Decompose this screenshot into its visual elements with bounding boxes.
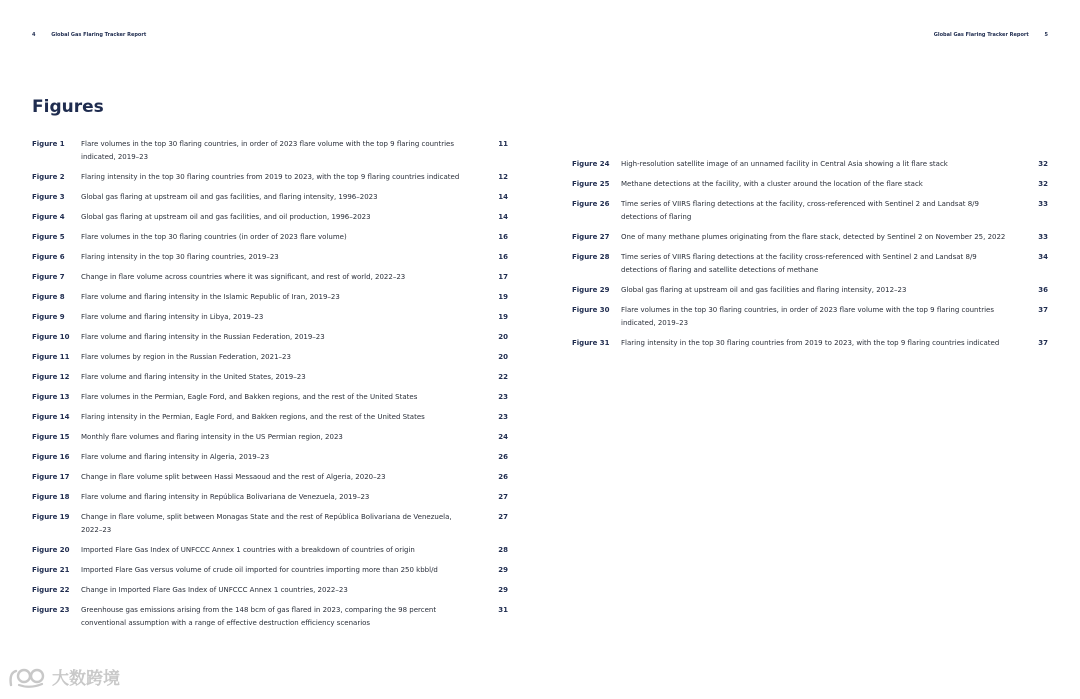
- left-page-number: 4: [32, 32, 36, 38]
- figure-description: Flare volumes in the top 30 flaring countries, in order of 2023 flare volume with the top 9 flaring countries indicated, 2019–23: [81, 140, 455, 161]
- figure-entry[interactable]: [32, 138, 508, 164]
- figure-description: Change in Imported Flare Gas Index of UNFCCC Annex 1 countries, 2022–23: [81, 586, 348, 594]
- figure-entry[interactable]: [32, 271, 508, 284]
- figure-label: Figure 28: [572, 253, 610, 261]
- figure-description: Imported Flare Gas versus volume of crude oil imported for countries importing more than 250 kbbl/d: [81, 566, 438, 574]
- figure-description: Flare volumes in the Permian, Eagle Ford, and Bakken regions, and the rest of the United States: [81, 393, 418, 401]
- figure-page-number: 33: [1038, 200, 1048, 208]
- figure-label: Figure 24: [572, 160, 610, 168]
- figure-entry[interactable]: [572, 284, 1048, 297]
- figure-entry[interactable]: [32, 211, 508, 224]
- figure-description: Time series of VIIRS flaring detections at the facility cross-referenced with Sentinel 2 and Landsat 8/9 detections of flaring and satellite detections of methane: [621, 253, 977, 274]
- figure-label: Figure 25: [572, 180, 610, 188]
- figure-description: Flare volume and flaring intensity in the Islamic Republic of Iran, 2019–23: [81, 293, 340, 301]
- figure-description: Global gas flaring at upstream oil and gas facilities and flaring intensity, 2012–23: [621, 286, 907, 294]
- figure-entry[interactable]: [32, 391, 508, 404]
- figure-entry[interactable]: [32, 491, 508, 504]
- figure-entry[interactable]: [32, 471, 508, 484]
- figure-label: Figure 9: [32, 313, 65, 321]
- figure-entry[interactable]: [32, 251, 508, 264]
- figure-description: Flaring intensity in the top 30 flaring countries from 2019 to 2023, with the top 9 flaring countries indicated: [621, 339, 1000, 347]
- figure-description: Change in flare volume across countries where it was significant, and rest of world, 2022–23: [81, 273, 406, 281]
- figure-entry[interactable]: [32, 451, 508, 464]
- figure-description: Change in flare volume split between Hassi Messaoud and the rest of Algeria, 2020–23: [81, 473, 386, 481]
- figure-description: Flare volume and flaring intensity in the Russian Federation, 2019–23: [81, 333, 325, 341]
- figure-label: Figure 2: [32, 173, 65, 181]
- figure-page-number: 23: [498, 393, 508, 401]
- figure-label: Figure 1: [32, 140, 65, 148]
- figure-description: Greenhouse gas emissions arising from the 148 bcm of gas flared in 2023, comparing the 98 percent conventional assumption with a range of effective destruction efficiency scenarios: [81, 606, 437, 627]
- figure-entry[interactable]: [32, 604, 508, 630]
- figure-label: Figure 17: [32, 473, 70, 481]
- watermark-logo-icon: [8, 665, 48, 689]
- figure-entry[interactable]: [572, 198, 1048, 224]
- figure-description: Global gas flaring at upstream oil and gas facilities, and flaring intensity, 1996–2023: [81, 193, 378, 201]
- figure-entry[interactable]: [32, 544, 508, 557]
- figure-description: Flare volumes by region in the Russian Federation, 2021–23: [81, 353, 291, 361]
- figure-page-number: 32: [1038, 180, 1048, 188]
- figure-description: Imported Flare Gas Index of UNFCCC Annex 1 countries with a breakdown of countries of origin: [81, 546, 415, 554]
- left-page-header: [32, 32, 146, 38]
- figure-page-number: 12: [498, 173, 508, 181]
- figure-description: Global gas flaring at upstream oil and gas facilities, and oil production, 1996–2023: [81, 213, 371, 221]
- figure-page-number: 14: [498, 213, 508, 221]
- figure-page-number: 17: [498, 273, 508, 281]
- figure-label: Figure 29: [572, 286, 610, 294]
- watermark-text: 大数跨境: [52, 669, 120, 689]
- figure-entry[interactable]: [572, 231, 1048, 244]
- figure-page-number: 19: [498, 293, 508, 301]
- figure-page-number: 20: [498, 353, 508, 361]
- figure-label: Figure 5: [32, 233, 65, 241]
- figure-page-number: 37: [1038, 339, 1048, 347]
- figure-label: Figure 30: [572, 306, 610, 314]
- figure-description: Methane detections at the facility, with a cluster around the location of the flare stack: [621, 180, 923, 188]
- figure-description: Time series of VIIRS flaring detections at the facility, cross-referenced with Sentinel 2 and Landsat 8/9 detections of flaring: [621, 200, 979, 221]
- figure-label: Figure 18: [32, 493, 70, 501]
- figure-page-number: 29: [498, 586, 508, 594]
- figure-entry[interactable]: [32, 351, 508, 364]
- figure-description: Flaring intensity in the Permian, Eagle Ford, and Bakken regions, and the rest of the United States: [81, 413, 425, 421]
- figure-description: Flare volume and flaring intensity in República Bolivariana de Venezuela, 2019–23: [81, 493, 370, 501]
- figure-entry[interactable]: [32, 411, 508, 424]
- figure-label: Figure 6: [32, 253, 65, 261]
- figure-page-number: 19: [498, 313, 508, 321]
- watermark: [8, 664, 120, 689]
- figure-label: Figure 23: [32, 606, 70, 614]
- figure-page-number: 22: [498, 373, 508, 381]
- figure-label: Figure 12: [32, 373, 70, 381]
- figure-page-number: 29: [498, 566, 508, 574]
- figure-entry[interactable]: [572, 337, 1048, 350]
- figure-description: Flare volume and flaring intensity in Libya, 2019–23: [81, 313, 264, 321]
- figure-page-number: 28: [498, 546, 508, 554]
- figure-page-number: 24: [498, 433, 508, 441]
- figure-entry[interactable]: [572, 158, 1048, 171]
- figure-entry[interactable]: [32, 311, 508, 324]
- figure-entry[interactable]: [572, 304, 1048, 330]
- figure-label: Figure 8: [32, 293, 65, 301]
- figure-entry[interactable]: [572, 178, 1048, 191]
- figure-description: Flare volumes in the top 30 flaring countries, in order of 2023 flare volume with the top 9 flaring countries indicated, 2019–23: [621, 306, 995, 327]
- figure-page-number: 36: [1038, 286, 1048, 294]
- figure-page-number: 27: [498, 513, 508, 521]
- figure-label: Figure 3: [32, 193, 65, 201]
- figure-label: Figure 15: [32, 433, 70, 441]
- figure-description: Monthly flare volumes and flaring intensity in the US Permian region, 2023: [81, 433, 343, 441]
- figure-label: Figure 31: [572, 339, 610, 347]
- figure-page-number: 20: [498, 333, 508, 341]
- figure-page-number: 26: [498, 453, 508, 461]
- figure-label: Figure 26: [572, 200, 610, 208]
- right-report-title: Global Gas Flaring Tracker Report: [933, 32, 1029, 38]
- figure-label: Figure 20: [32, 546, 70, 554]
- figure-page-number: 11: [498, 140, 508, 148]
- figure-description: Change in flare volume, split between Monagas State and the rest of República Bolivariana de Venezuela, 2022–23: [81, 513, 452, 534]
- figure-page-number: 16: [498, 253, 508, 261]
- figure-page-number: 32: [1038, 160, 1048, 168]
- right-page-header: [934, 32, 1048, 38]
- figure-description: Flare volume and flaring intensity in Algeria, 2019–23: [81, 453, 270, 461]
- figure-entry[interactable]: [32, 331, 508, 344]
- figure-description: Flare volumes in the top 30 flaring countries (in order of 2023 flare volume): [81, 233, 347, 241]
- figure-page-number: 31: [498, 606, 508, 614]
- figure-label: Figure 13: [32, 393, 70, 401]
- figure-description: Flare volume and flaring intensity in the United States, 2019–23: [81, 373, 306, 381]
- figure-page-number: 27: [498, 493, 508, 501]
- figure-label: Figure 14: [32, 413, 70, 421]
- figure-entry[interactable]: [32, 291, 508, 304]
- figure-label: Figure 10: [32, 333, 70, 341]
- figure-list-right: [572, 158, 1048, 350]
- figure-list-left: [32, 138, 508, 630]
- figure-description: Flaring intensity in the top 30 flaring countries from 2019 to 2023, with the top 9 flaring countries indicated: [81, 173, 460, 181]
- figure-page-number: 26: [498, 473, 508, 481]
- figure-entry[interactable]: [32, 431, 508, 444]
- figure-page-number: 14: [498, 193, 508, 201]
- left-report-title: Global Gas Flaring Tracker Report: [51, 32, 147, 38]
- figure-entry[interactable]: [32, 564, 508, 577]
- right-page-number: 5: [1044, 32, 1048, 38]
- figure-description: High-resolution satellite image of an unnamed facility in Central Asia showing a lit flare stack: [621, 160, 948, 168]
- figure-label: Figure 27: [572, 233, 610, 241]
- figure-page-number: 23: [498, 413, 508, 421]
- figure-page-number: 33: [1038, 233, 1048, 241]
- figure-label: Figure 19: [32, 513, 70, 521]
- figure-label: Figure 16: [32, 453, 70, 461]
- figure-page-number: 37: [1038, 306, 1048, 314]
- figure-entry[interactable]: [572, 251, 1048, 277]
- figure-label: Figure 7: [32, 273, 65, 281]
- figure-description: One of many methane plumes originating from the flare stack, detected by Sentinel 2 on November 25, 2022: [621, 233, 1006, 241]
- figure-entry[interactable]: [32, 511, 508, 537]
- figure-label: Figure 4: [32, 213, 65, 221]
- figure-entry[interactable]: [32, 191, 508, 204]
- figure-page-number: 16: [498, 233, 508, 241]
- figure-entry[interactable]: [32, 171, 508, 184]
- figure-label: Figure 21: [32, 566, 70, 574]
- figure-entry[interactable]: [32, 231, 508, 244]
- figure-entry[interactable]: [32, 371, 508, 384]
- figure-label: Figure 11: [32, 353, 70, 361]
- figure-description: Flaring intensity in the top 30 flaring countries, 2019–23: [81, 253, 279, 261]
- figure-page-number: 34: [1038, 253, 1048, 261]
- figure-entry[interactable]: [32, 584, 508, 597]
- page-title: Figures: [32, 97, 104, 117]
- figure-label: Figure 22: [32, 586, 70, 594]
